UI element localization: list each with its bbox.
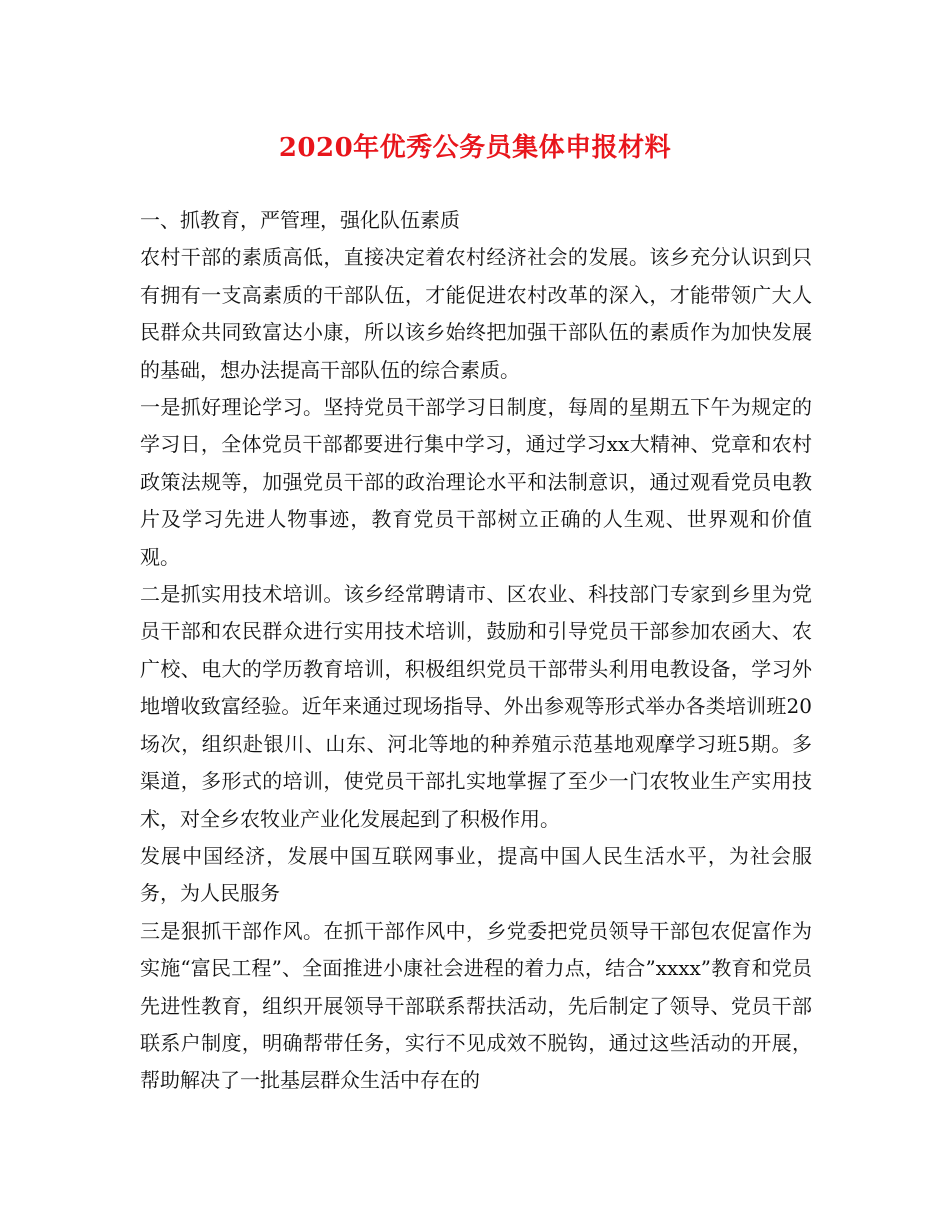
document-title: 2020年优秀公务员集体申报材料	[278, 133, 672, 163]
paragraph: 二是抓实用技术培训。该乡经常聘请市、区农业、科技部门专家到乡里为党员干部和农民群众进行实用技术培训，鼓励和引导党员干部参加农函大、农广校、电大的学历教育培训，积极组织党员干部带头利用电教设备，学习外地增收致富经验。近年来通过现场指导、外出参观等形式举办各类培训班20场次，组织赴银川、山东、河北等地的种养殖示范基地观摩学习班5期。多渠道，多形式的培训，使党员干部扎实地掌握了至少一门农牧业生产实用技术，对全乡农牧业产业化发展起到了积极作用。	[140, 582, 812, 831]
paragraph: 发展中国经济，发展中国互联网事业，提高中国人民生活水平，为社会服务，为人民服务	[140, 843, 812, 906]
paragraph: 一是抓好理论学习。坚持党员干部学习日制度，每周的星期五下午为规定的学习日，全体党员干部都要进行集中学习，通过学习xx大精神、党章和农村政策法规等，加强党员干部的政治理论水平和法制意识，通过观看党员电教片及学习先进人物事迹，教育党员干部树立正确的人生观、世界观和价值观。	[140, 395, 812, 569]
document-body	[140, 202, 812, 1100]
paragraph: 三是狠抓干部作风。在抓干部作风中，乡党委把党员领导干部包农促富作为实施“富民工程”、全面推进小康社会进程的着力点，结合”xxxx”教育和党员先进性教育，组织开展领导干部联系帮扶活动，先后制定了领导、党员干部联系户制度，明确帮带任务，实行不见成效不脱钩，通过这些活动的开展，帮助解决了一批基层群众生活中存在的	[140, 918, 812, 1093]
section-heading: 一、抓教育，严管理，强化队伍素质	[140, 208, 460, 232]
paragraph: 农村干部的素质高低，直接决定着农村经济社会的发展。该乡充分认识到只有拥有一支高素质的干部队伍，才能促进农村改革的深入，才能带领广大人民群众共同致富达小康，所以该乡始终把加强干部队伍的素质作为加快发展的基础，想办法提高干部队伍的综合素质。	[140, 245, 812, 382]
